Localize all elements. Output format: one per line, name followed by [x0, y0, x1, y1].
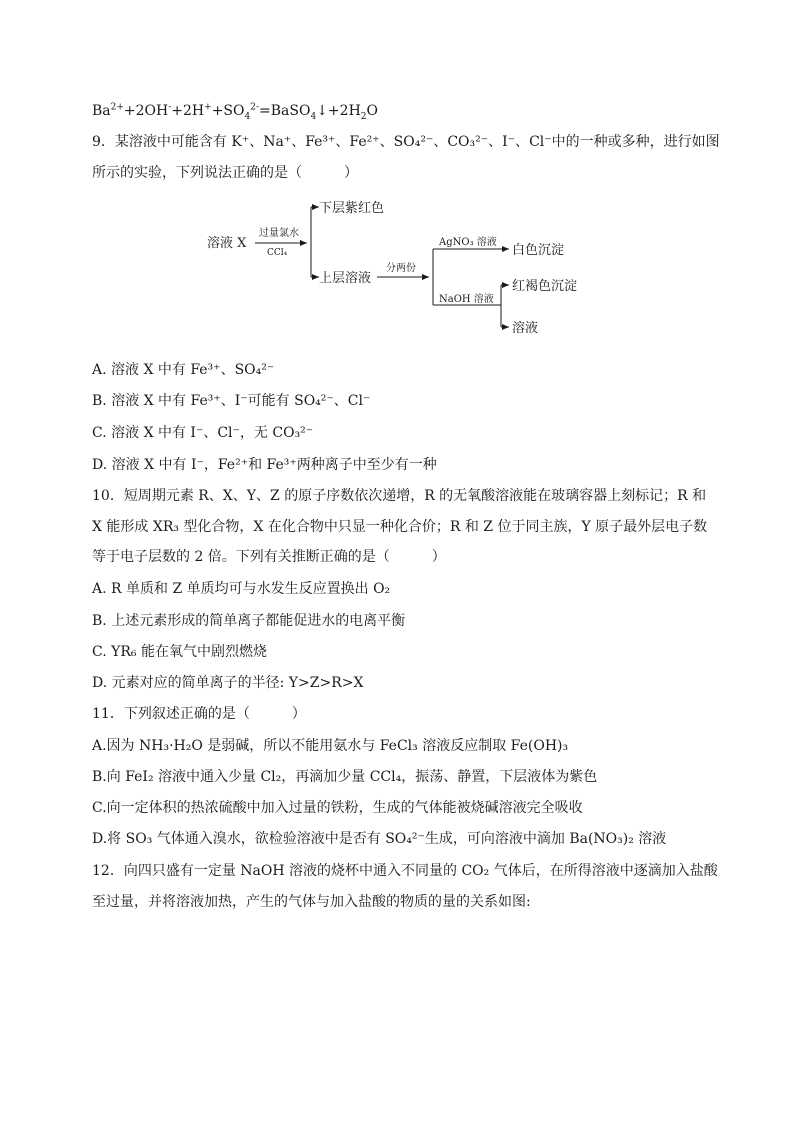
q11-option-c: C.向一定体积的热浓硫酸中加入过量的铁粉，生成的气体能被烧碱溶液完全吸收	[92, 800, 583, 816]
q9-option-c: C. 溶液 X 中有 I⁻、Cl⁻，无 CO₃²⁻	[92, 425, 314, 441]
q9-option-a: A. 溶液 X 中有 Fe³⁺、SO₄²⁻	[92, 362, 275, 378]
q9-stem-line1: 9．某溶液中可能含有 K⁺、Na⁺、Fe³⁺、Fe²⁺、SO₄²⁻、CO₃²⁻、I⁻、Cl⁻中的一种或多种，进行如图	[92, 134, 720, 150]
flow-upper-layer-label: 上层溶液	[319, 271, 372, 286]
q11-option-a: A.因为 NH₃·H₂O 是弱碱，所以不能用氨水与 FeCl₃ 溶液反应制取 Fe(OH)₃	[92, 738, 569, 754]
q9-option-d: D. 溶液 X 中有 I⁻，Fe²⁺和 Fe³⁺两种离子中至少有一种	[92, 457, 437, 473]
q9-stem-line2: 所示的实验，下列说法正确的是（ ）	[92, 165, 358, 181]
q10-option-a: A. R 单质和 Z 单质均可与水发生反应置换出 O₂	[92, 581, 391, 597]
flow-lower-layer-label: 下层紫红色	[319, 201, 385, 216]
q10-option-d: D. 元素对应的简单离子的半径: Y>Z>R>X	[92, 675, 364, 691]
q11-option-d: D.将 SO₃ 气体通入溴水，欲检验溶液中是否有 SO₄²⁻生成，可向溶液中滴加 Ba(NO₃)₂ 溶液	[92, 831, 667, 847]
q9-option-b: B. 溶液 X 中有 Fe³⁺、I⁻可能有 SO₄²⁻、Cl⁻	[92, 393, 371, 409]
q12-stem-line2: 至过量，并将溶液加热，产生的气体与加入盐酸的物质的量的关系如图:	[92, 894, 531, 910]
flow-red-brown-ppt-label: 红褐色沉淀	[512, 279, 578, 294]
q11-stem: 11．下列叙述正确的是（ ）	[92, 706, 306, 722]
flow-naoh-label: NaOH 溶液	[439, 294, 494, 305]
q10-option-c: C. YR₆ 能在氧气中剧烈燃烧	[92, 644, 267, 660]
q10-stem-line2: X 能形成 XR₃ 型化合物，X 在化合物中只显一种化合价；R 和 Z 位于同主族，Y 原子最外层电子数	[92, 519, 708, 535]
previous-equation: $Ba^{2+}+2OH^-+2H^++SO_4^{2-}=BaSO_4↓+2H_2O$	[92, 102, 378, 122]
flow-start-label: 溶液 X	[207, 236, 247, 251]
q12-stem-line1: 12．向四只盛有一定量 NaOH 溶液的烧杯中通入不同量的 CO₂ 气体后，在所得溶液中逐滴加入盐酸	[92, 863, 718, 879]
flow-split-label: 分两份	[386, 263, 416, 274]
flow-reagent-bottom: CCl₄	[267, 248, 288, 258]
flow-solution-label: 溶液	[512, 321, 539, 336]
flow-agno3-label: AgNO₃ 溶液	[439, 237, 497, 248]
q10-stem-line3: 等于电子层数的 2 倍。下列有关推断正确的是（ ）	[92, 549, 446, 565]
q11-option-b: B.向 FeI₂ 溶液中通入少量 Cl₂，再滴加少量 CCl₄，振荡、静置，下层液体为紫色	[92, 769, 598, 785]
q9-flowchart	[205, 197, 605, 347]
q10-option-b: B. 上述元素形成的简单离子都能促进水的电离平衡	[92, 613, 406, 629]
flow-reagent-top: 过量氯水	[259, 228, 299, 239]
q10-stem-line1: 10．短周期元素 R、X、Y、Z 的原子序数依次递增，R 的无氧酸溶液能在玻璃容器上刻标记；R 和	[92, 488, 707, 504]
flow-white-ppt-label: 白色沉淀	[512, 243, 565, 258]
